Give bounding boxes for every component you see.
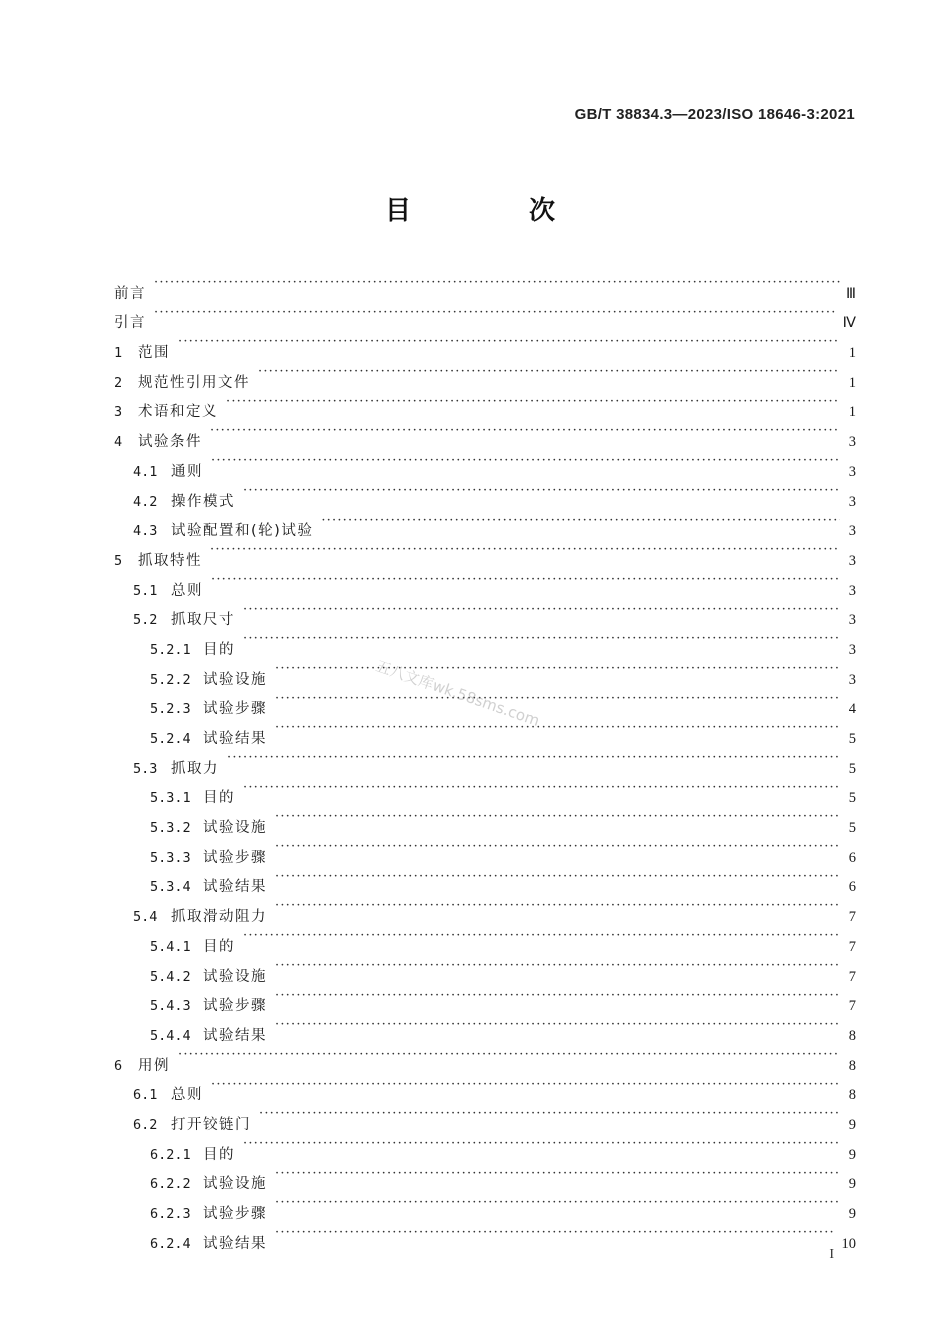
- toc-entry-page: 4: [848, 701, 856, 718]
- toc-leader-dots: [243, 921, 840, 951]
- toc-entry-number: 5.4.1: [150, 938, 191, 955]
- toc-entry-number: 4: [114, 434, 123, 451]
- toc-entry-title: 试验设施: [203, 1176, 267, 1193]
- toc-entry-page: 3: [848, 523, 856, 540]
- toc-leader-dots: [275, 951, 840, 981]
- toc-entry-number: 5.3.4: [150, 879, 191, 896]
- watermark: 五八文库wk.58sms.com: [373, 656, 542, 730]
- toc-entry-title: 试验设施: [203, 671, 267, 688]
- toc-entry-page: 3: [848, 552, 856, 569]
- toc-entry-number: 6.2.1: [150, 1146, 191, 1163]
- toc-entry-number: 5.2.3: [150, 701, 191, 718]
- toc-entry-number: 5.2.1: [150, 641, 191, 658]
- toc-entry-number: 6.2.3: [150, 1206, 191, 1222]
- toc-entry-page: 3: [848, 612, 856, 629]
- toc-leader-dots: [178, 1040, 840, 1070]
- toc-entry-number: 6: [114, 1057, 123, 1074]
- toc-entry[interactable]: [114, 416, 856, 451]
- toc-entry-title: 试验步骤: [203, 1206, 267, 1222]
- toc-leader-dots: [226, 387, 840, 417]
- toc-entry-page: 1: [848, 404, 856, 421]
- standard-code: GB/T 38834.3—2023/ISO 18646-3:2021: [574, 106, 855, 123]
- toc-leader-dots: [275, 1188, 840, 1218]
- toc-entry-page: 3: [848, 493, 856, 510]
- toc-entry-title: 试验结果: [203, 879, 267, 896]
- toc-leader-dots: [258, 357, 840, 387]
- toc-entry-number: 4.3: [133, 523, 158, 540]
- toc-entry-page: 7: [848, 968, 856, 985]
- toc-entry-title: 目的: [203, 790, 235, 807]
- toc-entry-page: 10: [841, 1235, 856, 1252]
- toc-leader-dots: [275, 981, 840, 1011]
- toc-leader-dots: [227, 743, 840, 773]
- toc-leader-dots: [275, 802, 840, 832]
- toc-entry-title: 试验步骤: [203, 701, 267, 718]
- toc-entry[interactable]: [114, 1099, 856, 1133]
- toc-entry[interactable]: [114, 357, 856, 391]
- toc-entry-number: 4.2: [133, 493, 158, 510]
- toc-leader-dots: [275, 1010, 840, 1040]
- toc-entry-title: 试验步骤: [203, 998, 267, 1015]
- toc-entry-number: 5: [114, 552, 123, 569]
- toc-entry-title: 抓取滑动阻力: [171, 909, 267, 926]
- table-of-contents: [114, 268, 856, 1252]
- toc-entry-title: 试验结果: [203, 1027, 267, 1044]
- toc-entry-number: 4.1: [133, 463, 158, 480]
- toc-leader-dots: [154, 298, 837, 328]
- toc-entry-title: 前言: [114, 285, 146, 302]
- toc-leader-dots: [211, 1070, 840, 1100]
- toc-entry-title: 抓取尺寸: [171, 612, 235, 629]
- toc-entry-title: 抓取特性: [138, 552, 202, 569]
- toc-entry-number: 1: [114, 345, 123, 362]
- toc-entry[interactable]: [114, 387, 856, 421]
- toc-entry-number: 5.4.2: [150, 968, 191, 985]
- toc-entry[interactable]: [114, 1040, 856, 1074]
- toc-entry-title: 试验设施: [203, 820, 267, 837]
- toc-leader-dots: [275, 654, 840, 684]
- toc-entry-number: 5.3.3: [150, 849, 191, 866]
- toc-entry-page: 5: [848, 790, 856, 807]
- toc-entry-page: 3: [848, 434, 856, 451]
- toc-entry[interactable]: [114, 565, 856, 599]
- toc-entry-number: 5.4: [133, 909, 158, 926]
- toc-entry-title: 引言: [114, 315, 146, 332]
- toc-entry[interactable]: [114, 268, 856, 302]
- toc-leader-dots: [210, 535, 840, 565]
- toc-entry-title: 试验结果: [203, 1235, 267, 1252]
- toc-entry-page: 5: [848, 760, 856, 777]
- toc-entry-page: 1: [848, 345, 856, 362]
- toc-leader-dots: [275, 684, 840, 714]
- toc-entry-number: 5.3: [133, 760, 158, 777]
- toc-entry-page: 9: [848, 1146, 856, 1163]
- toc-entry-number: 5.2.4: [150, 731, 191, 747]
- toc-entry-title: 用例: [138, 1057, 170, 1074]
- toc-leader-dots: [211, 565, 840, 595]
- toc-entry-number: 5.3.1: [150, 790, 191, 807]
- toc-leader-dots: [243, 624, 840, 654]
- toc-entry-title: 规范性引用文件: [138, 374, 250, 391]
- toc-entry-number: 5.3.2: [150, 820, 191, 837]
- toc-entry-page: 9: [848, 1206, 856, 1222]
- toc-entry-page: Ⅳ: [842, 315, 856, 332]
- toc-entry-page: 1: [848, 374, 856, 391]
- toc-leader-dots: [243, 773, 840, 803]
- page-number: I: [829, 1247, 834, 1262]
- toc-entry-page: 7: [848, 909, 856, 926]
- toc-entry-page: 6: [848, 849, 856, 866]
- toc-entry-title: 总则: [171, 1087, 203, 1104]
- toc-entry-page: 8: [848, 1057, 856, 1074]
- toc-leader-dots: [275, 713, 840, 743]
- toc-entry-title: 范围: [138, 345, 170, 362]
- toc-entry-number: 5.1: [133, 582, 158, 599]
- toc-entry-page: 9: [848, 1116, 856, 1133]
- toc-entry-page: 3: [848, 582, 856, 599]
- toc-entry-title: 通则: [171, 463, 203, 480]
- toc-entry[interactable]: [114, 446, 856, 480]
- toc-entry-title: 抓取力: [171, 760, 219, 777]
- toc-leader-dots: [259, 1099, 840, 1129]
- toc-entry-page: 3: [848, 641, 856, 658]
- toc-leader-dots: [154, 268, 840, 298]
- toc-entry[interactable]: [114, 327, 856, 362]
- toc-entry-title: 目的: [203, 641, 235, 658]
- toc-entry-page: 3: [848, 671, 856, 688]
- toc-leader-dots: [243, 1129, 840, 1159]
- toc-entry-title: 试验设施: [203, 968, 267, 985]
- toc-entry-title: 试验条件: [138, 434, 202, 451]
- toc-entry-number: 6.2.4: [150, 1235, 191, 1252]
- toc-entry-title: 目的: [203, 938, 235, 955]
- page-title: 目 次: [384, 196, 601, 226]
- toc-entry-page: 9: [848, 1176, 856, 1193]
- toc-entry-number: 6.2.2: [150, 1176, 191, 1193]
- toc-entry-title: 试验配置和(轮)试验: [171, 523, 314, 540]
- toc-entry-number: 5.4.3: [150, 998, 191, 1015]
- toc-entry-page: 5: [848, 731, 856, 747]
- toc-leader-dots: [275, 832, 840, 862]
- toc-leader-dots: [210, 416, 840, 446]
- toc-entry[interactable]: [114, 476, 856, 510]
- toc-entry-page: 3: [848, 463, 856, 480]
- toc-entry-number: 3: [114, 404, 123, 421]
- toc-entry-page: 6: [848, 879, 856, 896]
- toc-entry-number: 5.2.2: [150, 671, 191, 688]
- toc-leader-dots: [275, 1159, 840, 1189]
- toc-leader-dots: [321, 506, 840, 536]
- toc-leader-dots: [243, 595, 840, 625]
- toc-entry-number: 5.2: [133, 612, 158, 629]
- toc-entry-title: 总则: [171, 582, 203, 599]
- toc-leader-dots: [275, 891, 840, 921]
- toc-entry-number: 2: [114, 374, 123, 391]
- toc-entry[interactable]: [114, 535, 856, 569]
- toc-entry-page: 8: [848, 1027, 856, 1044]
- toc-leader-dots: [178, 327, 840, 357]
- toc-leader-dots: [275, 862, 840, 892]
- toc-entry-page: 7: [848, 938, 856, 955]
- toc-entry-number: 6.1: [133, 1087, 158, 1104]
- toc-entry-number: 6.2: [133, 1116, 158, 1133]
- toc-entry[interactable]: [114, 595, 856, 629]
- toc-entry-title: 操作模式: [171, 493, 235, 510]
- toc-leader-dots: [275, 1218, 836, 1248]
- toc-leader-dots: [211, 446, 840, 476]
- toc-entry-page: 8: [848, 1087, 856, 1104]
- toc-entry[interactable]: [114, 298, 856, 332]
- toc-entry[interactable]: [114, 1070, 856, 1104]
- toc-entry-page: 7: [848, 998, 856, 1015]
- toc-entry-title: 目的: [203, 1146, 235, 1163]
- toc-leader-dots: [243, 476, 840, 506]
- toc-entry-title: 试验步骤: [203, 849, 267, 866]
- toc-entry-title: 术语和定义: [138, 404, 218, 421]
- toc-entry-page: Ⅲ: [846, 285, 856, 302]
- toc-entry-number: 5.4.4: [150, 1027, 191, 1044]
- toc-entry-title: 打开铰链门: [171, 1116, 251, 1133]
- toc-entry-page: 5: [848, 820, 856, 837]
- toc-entry-title: 试验结果: [203, 731, 267, 747]
